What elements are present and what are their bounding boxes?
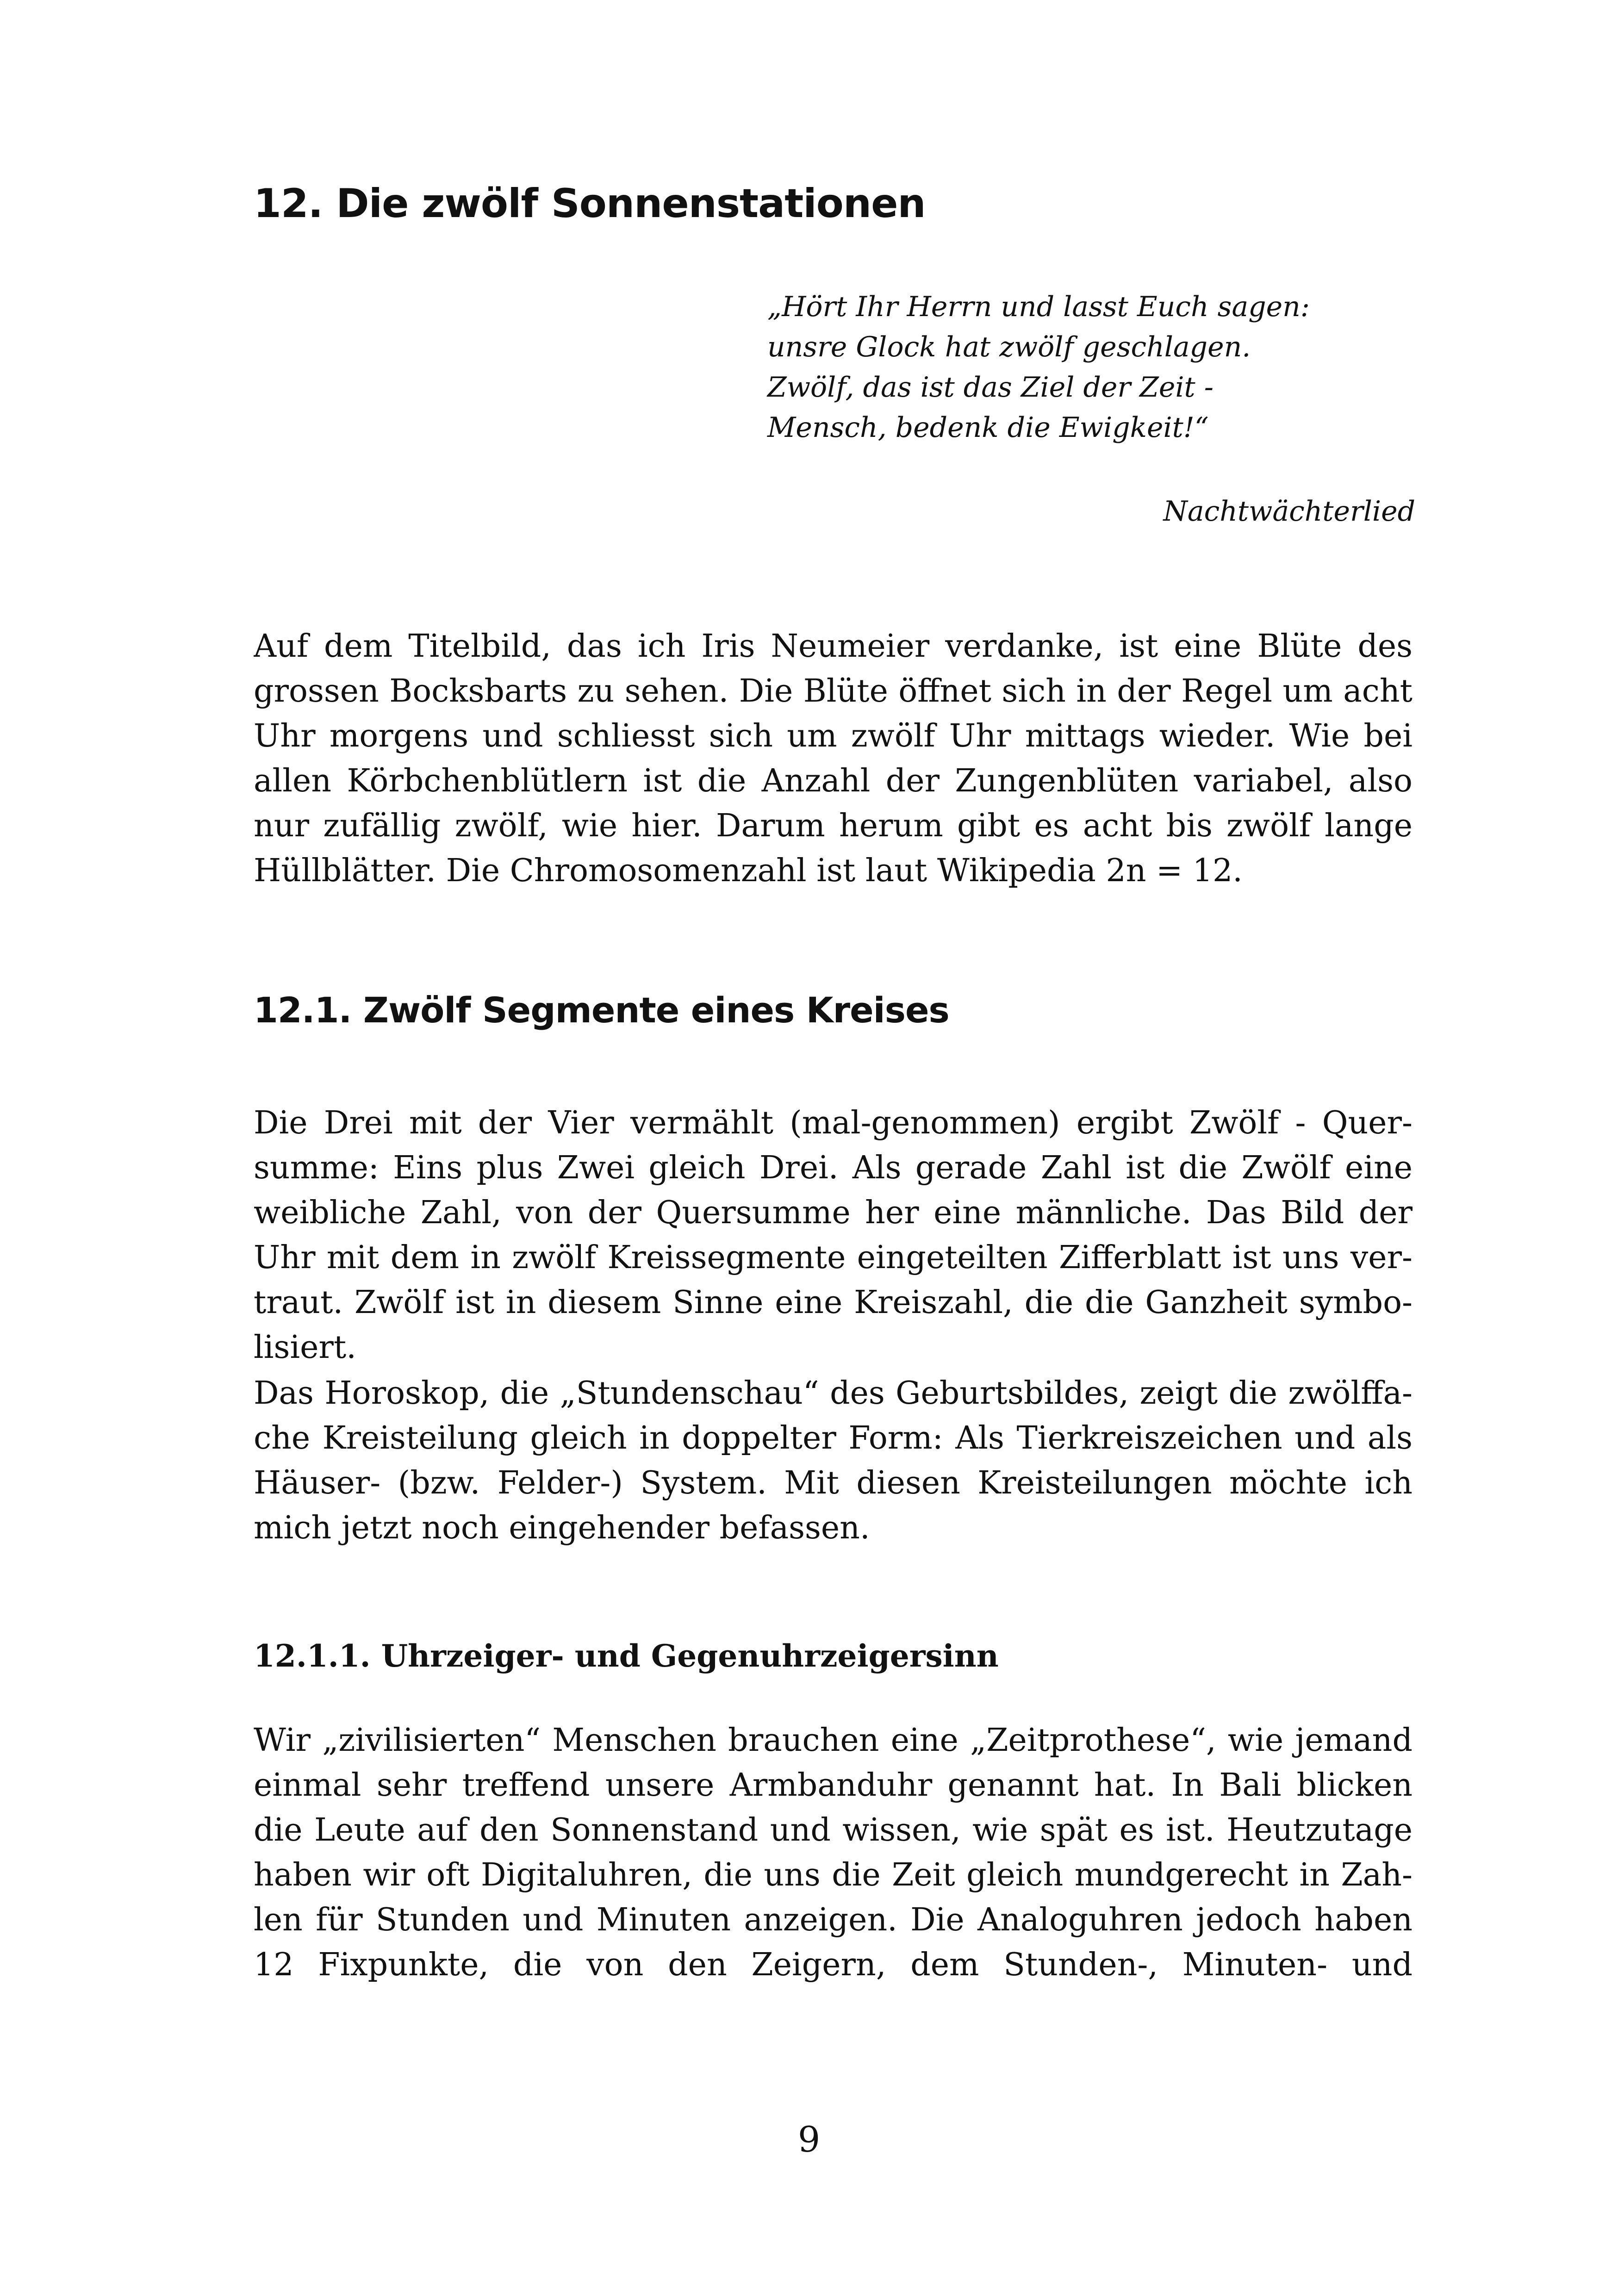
chapter-heading: 12. Die zwölf Sonnenstationen <box>254 180 926 227</box>
paragraph-clockwise <box>254 1718 1413 1987</box>
text-line: nur zufällig zwölf, wie hier. Darum herum gibt es acht bis zwölf lange <box>254 808 1413 844</box>
text-line: Die Drei mit der Vier vermählt (mal-genommen) ergibt Zwölf - Quer- <box>254 1105 1413 1141</box>
text-line: einmal sehr treffend unsere Armbanduhr genannt hat. In Bali blicken <box>254 1767 1413 1804</box>
section-heading: 12.1. Zwölf Segmente eines Kreises <box>254 989 949 1031</box>
subsection-heading: 12.1.1. Uhrzeiger- und Gegenuhrzeigersinn <box>254 1638 999 1674</box>
motto-line: Zwölf, das ist das Ziel der Zeit - <box>767 371 1214 404</box>
text-line: Häuser- (bzw. Felder-) System. Mit diesen Kreisteilungen möchte ich <box>254 1465 1413 1501</box>
text-line: Hüllblätter. Die Chromosomenzahl ist laut Wikipedia 2n = 12. <box>254 852 1243 889</box>
text-line: che Kreisteilung gleich in doppelter Form: Als Tierkreiszeichen und als <box>254 1420 1413 1456</box>
text-line: summe: Eins plus Zwei gleich Drei. Als gerade Zahl ist die Zwölf eine <box>254 1150 1413 1186</box>
text-line: grossen Bocksbarts zu sehen. Die Blüte öffnet sich in der Regel um acht <box>254 673 1413 709</box>
text-line: Uhr mit dem in zwölf Kreissegmente eingeteilten Zifferblatt ist uns ver- <box>254 1239 1413 1276</box>
text-line: allen Körbchenblütlern ist die Anzahl der Zungenblüten variabel, also <box>254 763 1413 799</box>
text-line: Uhr morgens und schliesst sich um zwölf Uhr mittags wieder. Wie bei <box>254 718 1413 754</box>
motto-line: unsre Glock hat zwölf geschlagen. <box>767 331 1251 363</box>
text-line: Das Horoskop, die „Stundenschau“ des Geburtsbildes, zeigt die zwölffa- <box>254 1375 1413 1412</box>
text-line: Wir „zivilisierten“ Menschen brauchen eine „Zeitprothese“, wie jemand <box>254 1722 1413 1759</box>
motto-line: Mensch, bedenk die Ewigkeit!“ <box>767 411 1209 444</box>
page-number: 9 <box>797 2119 821 2160</box>
paragraph-horoscope <box>254 1371 1413 1550</box>
text-line: lisiert. <box>254 1329 356 1366</box>
motto-quote <box>767 287 1415 448</box>
paragraph-circle-segments <box>254 1101 1413 1370</box>
text-line: Auf dem Titelbild, das ich Iris Neumeier verdanke, ist eine Blüte des <box>254 628 1413 665</box>
paragraph-title-image <box>254 624 1413 893</box>
motto-line: „Hört Ihr Herrn und lasst Euch sagen: <box>767 291 1310 323</box>
text-line: traut. Zwölf ist in diesem Sinne eine Kreiszahl, die die Ganzheit symbo- <box>254 1284 1413 1321</box>
text-line: die Leute auf den Sonnenstand und wissen, wie spät es ist. Heutzutage <box>254 1812 1413 1848</box>
text-line: 12 Fixpunkte, die von den Zeigern, dem Stunden-, Minuten- und <box>254 1947 1413 1983</box>
text-line: len für Stunden und Minuten anzeigen. Die Analoguhren jedoch haben <box>254 1902 1413 1938</box>
text-line: haben wir oft Digitaluhren, die uns die Zeit gleich mundgerecht in Zah- <box>254 1857 1413 1893</box>
text-line: weibliche Zahl, von der Quersumme her eine männliche. Das Bild der <box>254 1195 1413 1231</box>
text-line: mich jetzt noch eingehender befassen. <box>254 1510 870 1546</box>
motto-source: Nachtwächterlied <box>1163 495 1415 528</box>
